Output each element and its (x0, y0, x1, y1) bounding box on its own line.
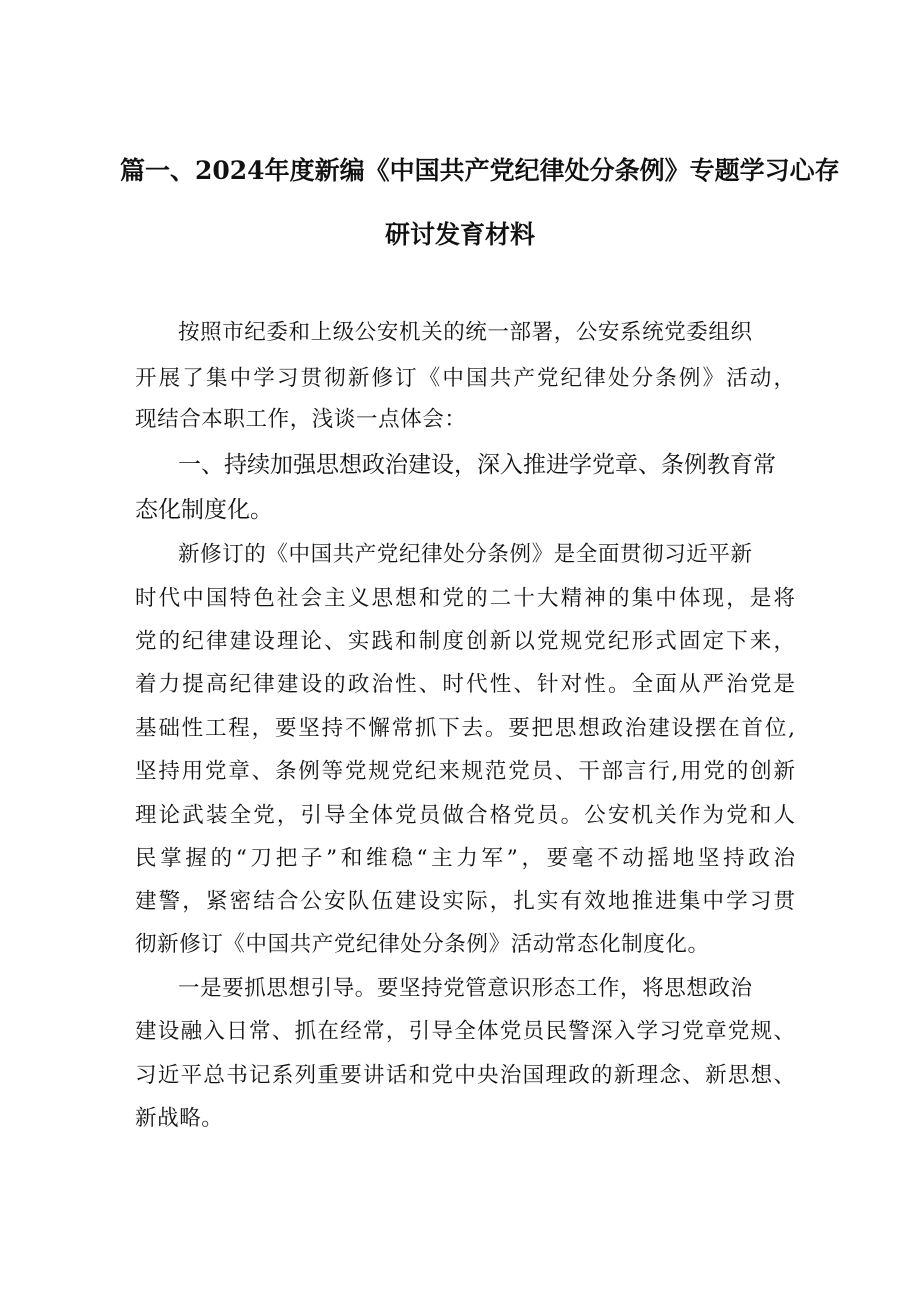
document-title-line-2: 研讨发育材料 (384, 220, 535, 249)
intro-line-2: 开展了集中学习贯彻新修订《中国共产党纪律处分条例》活动， (135, 366, 795, 391)
intro-line-1: 按照市纪委和上级公安机关的统一部署，公安系统党委组织 (178, 320, 753, 345)
section-heading-line-1: 一、持续加强思想政治建设，深入推进学党章、条例教育常 (178, 452, 776, 478)
section-body-line-1: 新修订的《中国共产党纪律处分条例》是全面贯彻习近平新 (178, 542, 753, 567)
section-body-line-5: 基础性工程，要坚持不懈常抓下去。要把思想政治建设摆在首位, (135, 716, 795, 741)
section-body-line-10: 彻新修订《中国共产党纪律处分条例》活动常态化制度化。 (135, 932, 710, 957)
point-one-line-2: 建设融入日常、抓在经常，引导全体党员民警深入学习党章党规、 (135, 1019, 795, 1044)
section-heading-line-2: 态化制度化。 (135, 497, 273, 523)
section-body-line-4: 着力提高纪律建设的政治性、时代性、针对性。全面从严治党是 (135, 672, 795, 697)
section-body-line-9: 建警，紧密结合公安队伍建设实际，扎实有效地推进集中学习贯 (135, 889, 795, 914)
section-body-line-3: 党的纪律建设理论、实践和制度创新以党规党纪形式固定下来， (135, 629, 795, 654)
section-body-line-2: 时代中国特色社会主义思想和党的二十大精神的集中体现，是将 (135, 586, 795, 611)
document-title-line-1: 篇一、2024年度新编《中国共产党纪律处分条例》专题学习心存 (120, 156, 840, 185)
point-one-line-4: 新战略。 (135, 1106, 224, 1131)
section-body-line-6: 坚持用党章、条例等党规党纪来规范党员、干部言行,用党的创新 (135, 759, 795, 784)
section-body-line-7: 理论武装全党，引导全体党员做合格党员。公安机关作为党和人 (135, 803, 795, 828)
point-one-line-1: 一是要抓思想引导。要坚持党管意识形态工作，将思想政治 (178, 976, 753, 1001)
intro-line-3: 现结合本职工作，浅谈一点体会： (135, 407, 467, 432)
section-body-line-8: 民掌握的“刀把子”和维稳“主力军”，要毫不动摇地坚持政治 (135, 846, 795, 871)
point-one-line-3: 习近平总书记系列重要讲话和党中央治国理政的新理念、新思想、 (135, 1063, 795, 1088)
